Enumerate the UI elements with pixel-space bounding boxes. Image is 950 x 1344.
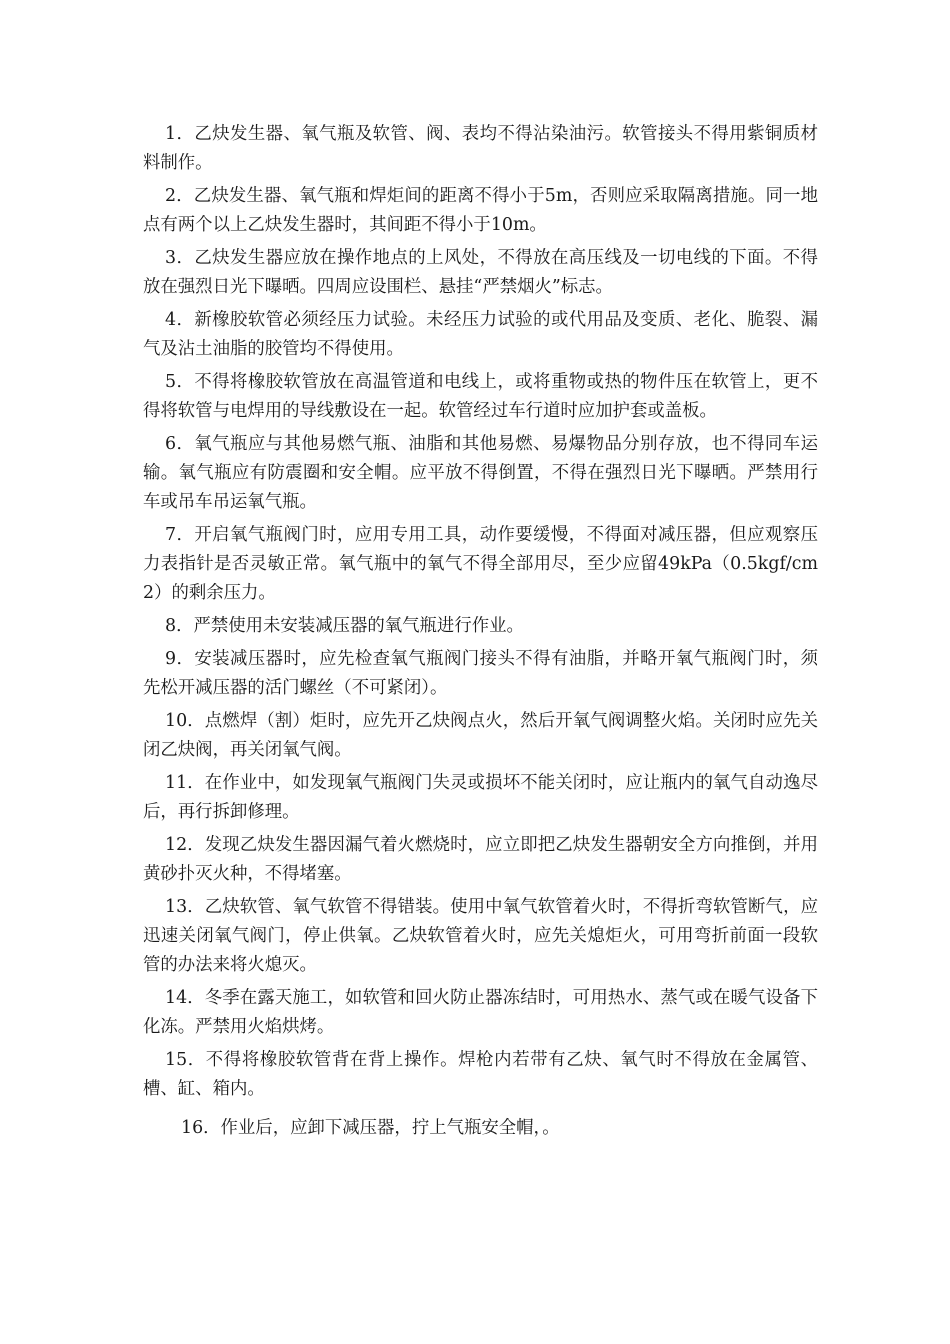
paragraph-8: 8．严禁使用未安装减压器的氧气瓶进行作业。 bbox=[165, 616, 524, 636]
paragraph-5: 5．不得将橡胶软管放在高温管道和电线上，或将重物或热的物件压在软管上，更不得将软管与电焊用的导线敷设在一起。软管经过车行道时应加护套或盖板。 bbox=[143, 372, 818, 421]
paragraph-2: 2．乙炔发生器、氧气瓶和焊炬间的距离不得小于5m，否则应采取隔离措施。同一地点有两个以上乙炔发生器时，其间距不得小于10m。 bbox=[143, 186, 818, 235]
paragraph-6: 6．氧气瓶应与其他易燃气瓶、油脂和其他易燃、易爆物品分别存放，也不得同车运输。氧气瓶应有防震圈和安全帽。应平放不得倒置，不得在强烈日光下曝晒。严禁用行车或吊车吊运氧气瓶。 bbox=[143, 434, 818, 512]
paragraph-11: 11．在作业中，如发现氧气瓶阀门失灵或损坏不能关闭时，应让瓶内的氧气自动逸尽后，再行拆卸修理。 bbox=[143, 773, 818, 822]
paragraph-15: 15．不得将橡胶软管背在背上操作。焊枪内若带有乙炔、氧气时不得放在金属管、槽、缸、箱内。 bbox=[143, 1050, 818, 1099]
paragraph-14: 14．冬季在露天施工，如软管和回火防止器冻结时，可用热水、蒸气或在暖气设备下化冻。严禁用火焰烘烤。 bbox=[143, 988, 818, 1037]
document-body bbox=[143, 120, 818, 1147]
paragraph-1: 1．乙炔发生器、氧气瓶及软管、阀、表均不得沾染油污。软管接头不得用紫铜质材料制作。 bbox=[143, 124, 818, 173]
paragraph-9: 9．安装减压器时，应先检查氧气瓶阀门接头不得有油脂，并略开氧气瓶阀门时，须先松开减压器的活门螺丝（不可紧闭）。 bbox=[143, 649, 818, 698]
paragraph-12: 12．发现乙炔发生器因漏气着火燃烧时，应立即把乙炔发生器朝安全方向推倒，并用黄砂扑灭火种，不得堵塞。 bbox=[143, 835, 818, 884]
paragraph-4: 4．新橡胶软管必须经压力试验。未经压力试验的或代用品及变质、老化、脆裂、漏气及沾土油脂的胶管均不得使用。 bbox=[143, 310, 818, 359]
paragraph-10: 10．点燃焊（割）炬时，应先开乙炔阀点火，然后开氧气阀调整火焰。关闭时应先关闭乙炔阀，再关闭氧气阀。 bbox=[143, 711, 818, 760]
paragraph-16: 16．作业后，应卸下减压器，拧上气瓶安全帽，。 bbox=[181, 1118, 560, 1138]
paragraph-3: 3．乙炔发生器应放在操作地点的上风处，不得放在高压线及一切电线的下面。不得放在强烈日光下曝晒。四周应设围栏、悬挂“严禁烟火”标志。 bbox=[143, 248, 818, 297]
paragraph-13: 13．乙炔软管、氧气软管不得错装。使用中氧气软管着火时，不得折弯软管断气，应迅速关闭氧气阀门，停止供氧。乙炔软管着火时，应先关熄炬火，可用弯折前面一段软管的办法来将火熄灭。 bbox=[143, 897, 818, 975]
paragraph-7: 7．开启氧气瓶阀门时，应用专用工具，动作要缓慢，不得面对减压器，但应观察压力表指针是否灵敏正常。氧气瓶中的氧气不得全部用尽，至少应留49kPa（0.5kgf/cm2）的剩余压力。 bbox=[143, 525, 818, 603]
